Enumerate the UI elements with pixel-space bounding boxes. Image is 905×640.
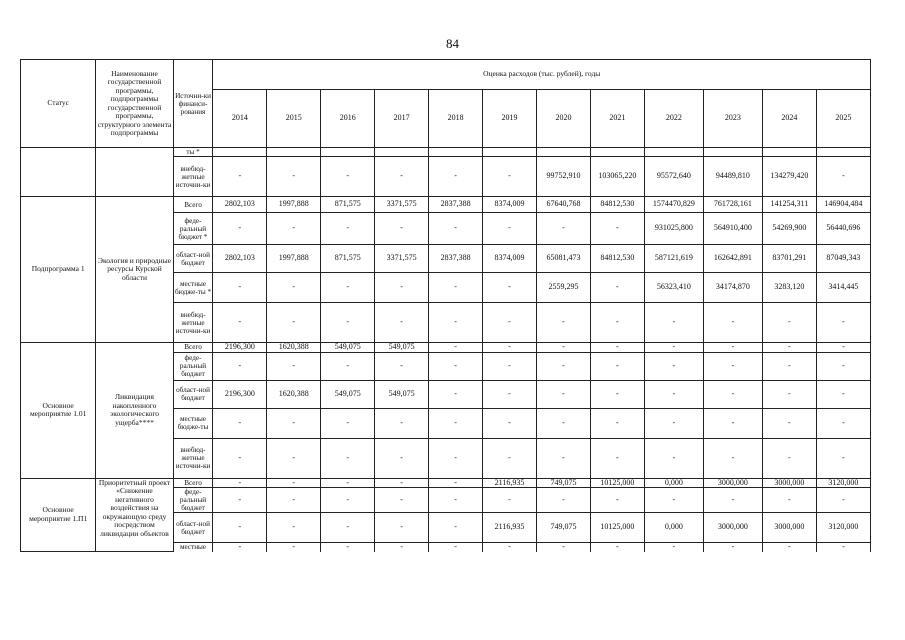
value-cell: 1620,388 (267, 343, 321, 353)
row-funding-source: внебюд-жетные источни-ки (173, 438, 213, 478)
row-funding-source: област-ной бюджет (173, 513, 213, 543)
value-cell (321, 148, 375, 157)
value-cell: - (267, 438, 321, 478)
value-cell: - (762, 488, 816, 513)
value-cell: - (213, 213, 267, 245)
value-cell: - (429, 380, 483, 408)
value-cell: - (483, 303, 537, 343)
value-cell: - (429, 488, 483, 513)
value-cell: - (816, 352, 870, 380)
row-funding-source: внебюд-жетные источни-ки (173, 303, 213, 343)
header-year: 2016 (321, 90, 375, 148)
value-cell: - (267, 478, 321, 488)
value-cell: 2196,300 (213, 380, 267, 408)
value-cell: - (375, 543, 429, 552)
value-cell: - (213, 513, 267, 543)
value-cell: 54269,900 (762, 213, 816, 245)
value-cell: 103065,220 (590, 157, 644, 197)
value-cell: 3371,575 (375, 245, 429, 273)
value-cell: - (536, 438, 590, 478)
value-cell: 56440,696 (816, 213, 870, 245)
value-cell: - (816, 157, 870, 197)
value-cell: - (213, 273, 267, 303)
value-cell: - (762, 303, 816, 343)
value-cell (816, 148, 870, 157)
value-cell: - (644, 408, 703, 438)
value-cell: - (590, 213, 644, 245)
budget-table (20, 59, 871, 552)
value-cell: 549,075 (321, 380, 375, 408)
value-cell: - (267, 157, 321, 197)
value-cell: - (536, 213, 590, 245)
value-cell: 931025,800 (644, 213, 703, 245)
value-cell: 549,075 (375, 380, 429, 408)
header-estimate: Оценка расходов (тыс. рублей), годы (213, 60, 871, 90)
value-cell: 0,000 (644, 513, 703, 543)
value-cell: - (590, 303, 644, 343)
row-funding-source: местные (173, 543, 213, 552)
value-cell: - (644, 438, 703, 478)
value-cell: - (644, 352, 703, 380)
row-funding-source: Всего (173, 343, 213, 353)
value-cell: 3120,000 (816, 513, 870, 543)
value-cell: 2116,935 (483, 478, 537, 488)
value-cell: - (483, 343, 537, 353)
value-cell: - (703, 488, 762, 513)
value-cell: - (536, 543, 590, 552)
table-row (21, 478, 871, 488)
value-cell: - (536, 352, 590, 380)
value-cell: - (321, 513, 375, 543)
page-number: 84 (446, 36, 459, 51)
header-year: 2019 (483, 90, 537, 148)
value-cell: 3283,120 (762, 273, 816, 303)
value-cell: - (321, 543, 375, 552)
value-cell: - (321, 488, 375, 513)
value-cell: - (321, 408, 375, 438)
value-cell: - (429, 352, 483, 380)
value-cell: - (213, 157, 267, 197)
row-funding-source: феде-ральный бюджет (173, 352, 213, 380)
value-cell: - (536, 488, 590, 513)
value-cell (703, 148, 762, 157)
value-cell: - (213, 543, 267, 552)
header-year: 2014 (213, 90, 267, 148)
value-cell: - (375, 352, 429, 380)
value-cell: 2837,388 (429, 197, 483, 213)
value-cell (762, 148, 816, 157)
value-cell: - (483, 352, 537, 380)
header-year: 2023 (703, 90, 762, 148)
value-cell: - (816, 438, 870, 478)
value-cell: 3371,575 (375, 197, 429, 213)
value-cell: 10125,000 (590, 478, 644, 488)
value-cell: 564910,400 (703, 213, 762, 245)
value-cell: - (816, 488, 870, 513)
value-cell: - (321, 157, 375, 197)
value-cell: - (644, 343, 703, 353)
row-funding-source: Всего (173, 197, 213, 213)
value-cell: 1620,388 (267, 380, 321, 408)
row-status: Подпрограмма 1 (21, 197, 96, 343)
value-cell: - (590, 488, 644, 513)
value-cell: 99752,910 (536, 157, 590, 197)
value-cell (429, 148, 483, 157)
value-cell: - (762, 343, 816, 353)
value-cell (267, 148, 321, 157)
row-status: Основное мероприятие 1.01 (21, 343, 96, 479)
value-cell: - (644, 543, 703, 552)
row-program-name: Ликвидация накопленного экологического ущерба**** (96, 343, 173, 479)
value-cell: - (429, 157, 483, 197)
value-cell: - (375, 438, 429, 478)
value-cell: - (213, 478, 267, 488)
value-cell: 34174,870 (703, 273, 762, 303)
value-cell (644, 148, 703, 157)
value-cell: - (267, 488, 321, 513)
value-cell: 56323,410 (644, 273, 703, 303)
row-status (21, 148, 96, 197)
value-cell: 8374,009 (483, 245, 537, 273)
table-row (21, 343, 871, 353)
value-cell: - (483, 543, 537, 552)
value-cell: 3000,000 (762, 478, 816, 488)
value-cell: - (703, 343, 762, 353)
value-cell: - (703, 352, 762, 380)
value-cell: 549,075 (375, 343, 429, 353)
value-cell: - (590, 543, 644, 552)
value-cell: - (483, 213, 537, 245)
value-cell: - (644, 303, 703, 343)
value-cell: - (762, 543, 816, 552)
row-status: Основное мероприятие 1.П1 (21, 478, 96, 552)
value-cell: - (213, 438, 267, 478)
value-cell: - (375, 488, 429, 513)
value-cell: - (375, 157, 429, 197)
row-funding-source: феде-ральный бюджет (173, 488, 213, 513)
value-cell: - (816, 303, 870, 343)
value-cell: - (483, 408, 537, 438)
value-cell: - (483, 488, 537, 513)
value-cell: - (590, 438, 644, 478)
value-cell: 95572,640 (644, 157, 703, 197)
value-cell: 549,075 (321, 343, 375, 353)
value-cell: 3000,000 (762, 513, 816, 543)
value-cell: - (321, 213, 375, 245)
value-cell: - (703, 438, 762, 478)
value-cell: 2559,295 (536, 273, 590, 303)
value-cell: - (703, 303, 762, 343)
header-year: 2017 (375, 90, 429, 148)
value-cell: - (483, 380, 537, 408)
row-funding-source: местные бюдже-ты (173, 408, 213, 438)
row-funding-source: Всего (173, 478, 213, 488)
value-cell: - (267, 513, 321, 543)
value-cell: 94489,810 (703, 157, 762, 197)
value-cell: 1997,888 (267, 245, 321, 273)
value-cell: - (590, 380, 644, 408)
value-cell: 871,575 (321, 245, 375, 273)
row-program-name (96, 148, 173, 197)
value-cell: - (321, 273, 375, 303)
budget-table-wrapper (20, 59, 871, 552)
value-cell: 3000,000 (703, 478, 762, 488)
value-cell: 2116,935 (483, 513, 537, 543)
value-cell: - (213, 408, 267, 438)
value-cell: - (213, 488, 267, 513)
value-cell: - (590, 408, 644, 438)
value-cell: - (321, 352, 375, 380)
header-year: 2025 (816, 90, 870, 148)
value-cell: - (267, 543, 321, 552)
value-cell: 84812,530 (590, 197, 644, 213)
header-year: 2022 (644, 90, 703, 148)
row-funding-source: област-ной бюджет (173, 245, 213, 273)
value-cell: 587121,619 (644, 245, 703, 273)
value-cell: - (429, 273, 483, 303)
value-cell: 162642,891 (703, 245, 762, 273)
value-cell: - (762, 408, 816, 438)
value-cell: - (590, 273, 644, 303)
value-cell: 3120,000 (816, 478, 870, 488)
value-cell: 3000,000 (703, 513, 762, 543)
value-cell: 65081,473 (536, 245, 590, 273)
value-cell: - (703, 408, 762, 438)
value-cell: - (816, 343, 870, 353)
value-cell: - (429, 343, 483, 353)
value-cell: - (213, 352, 267, 380)
value-cell: 141254,311 (762, 197, 816, 213)
value-cell: - (703, 543, 762, 552)
value-cell: - (703, 380, 762, 408)
header-sources: Источни-ки финанси-рования (173, 60, 213, 148)
value-cell: - (816, 543, 870, 552)
value-cell: 1997,888 (267, 197, 321, 213)
value-cell: - (267, 352, 321, 380)
value-cell: - (816, 380, 870, 408)
value-cell: 84812,530 (590, 245, 644, 273)
value-cell (213, 148, 267, 157)
value-cell: - (375, 213, 429, 245)
value-cell (590, 148, 644, 157)
value-cell: - (267, 408, 321, 438)
value-cell: - (483, 438, 537, 478)
value-cell: - (429, 543, 483, 552)
row-program-name: Приоритетный проект «Снижение негативного воздействия на окружающую среду посредством ликвидации объектов (96, 478, 173, 552)
value-cell: 10125,000 (590, 513, 644, 543)
value-cell: - (590, 352, 644, 380)
row-funding-source: феде-ральный бюджет * (173, 213, 213, 245)
value-cell: - (762, 438, 816, 478)
value-cell: - (536, 380, 590, 408)
value-cell: - (321, 438, 375, 478)
value-cell: - (375, 303, 429, 343)
value-cell: 761728,161 (703, 197, 762, 213)
value-cell: - (429, 438, 483, 478)
value-cell: - (536, 343, 590, 353)
value-cell: - (375, 408, 429, 438)
table-row (21, 148, 871, 157)
value-cell: 749,075 (536, 513, 590, 543)
row-funding-source: внебюд-жетные источни-ки (173, 157, 213, 197)
value-cell: - (483, 273, 537, 303)
value-cell: 146904,484 (816, 197, 870, 213)
row-program-name: Экология и природные ресурсы Курской области (96, 197, 173, 343)
value-cell (483, 148, 537, 157)
header-status: Статус (21, 60, 96, 148)
value-cell: - (762, 352, 816, 380)
value-cell: - (816, 408, 870, 438)
value-cell: - (321, 478, 375, 488)
value-cell: 1574470,829 (644, 197, 703, 213)
row-funding-source: ты * (173, 148, 213, 157)
value-cell: 0,000 (644, 478, 703, 488)
value-cell: 749,075 (536, 478, 590, 488)
value-cell: 67640,768 (536, 197, 590, 213)
header-name: Наименование государственной программы, подпрограммы государственной программы, структурного элемента подпрограммы (96, 60, 173, 148)
value-cell: - (483, 157, 537, 197)
value-cell: - (536, 408, 590, 438)
value-cell: - (213, 303, 267, 343)
value-cell: - (429, 213, 483, 245)
value-cell: - (429, 478, 483, 488)
value-cell: - (267, 303, 321, 343)
value-cell (536, 148, 590, 157)
value-cell: - (375, 513, 429, 543)
value-cell: 87049,343 (816, 245, 870, 273)
value-cell: - (762, 380, 816, 408)
header-year: 2018 (429, 90, 483, 148)
value-cell: 3414,445 (816, 273, 870, 303)
header-year: 2021 (590, 90, 644, 148)
value-cell: - (375, 478, 429, 488)
header-year: 2020 (536, 90, 590, 148)
value-cell: - (429, 513, 483, 543)
value-cell: - (429, 303, 483, 343)
value-cell: 134279,420 (762, 157, 816, 197)
row-funding-source: местные бюдже-ты * (173, 273, 213, 303)
value-cell: - (536, 303, 590, 343)
value-cell: - (321, 303, 375, 343)
value-cell: - (644, 488, 703, 513)
value-cell: 2196,300 (213, 343, 267, 353)
value-cell: 2802,103 (213, 197, 267, 213)
value-cell: 83701,291 (762, 245, 816, 273)
value-cell: - (429, 408, 483, 438)
row-funding-source: област-ной бюджет (173, 380, 213, 408)
value-cell: - (590, 343, 644, 353)
value-cell: 8374,009 (483, 197, 537, 213)
value-cell: - (644, 380, 703, 408)
value-cell: 2802,103 (213, 245, 267, 273)
value-cell: - (375, 273, 429, 303)
value-cell: 2837,388 (429, 245, 483, 273)
header-year: 2015 (267, 90, 321, 148)
value-cell (375, 148, 429, 157)
value-cell: - (267, 273, 321, 303)
header-year: 2024 (762, 90, 816, 148)
value-cell: - (267, 213, 321, 245)
table-row (21, 197, 871, 213)
value-cell: 871,575 (321, 197, 375, 213)
